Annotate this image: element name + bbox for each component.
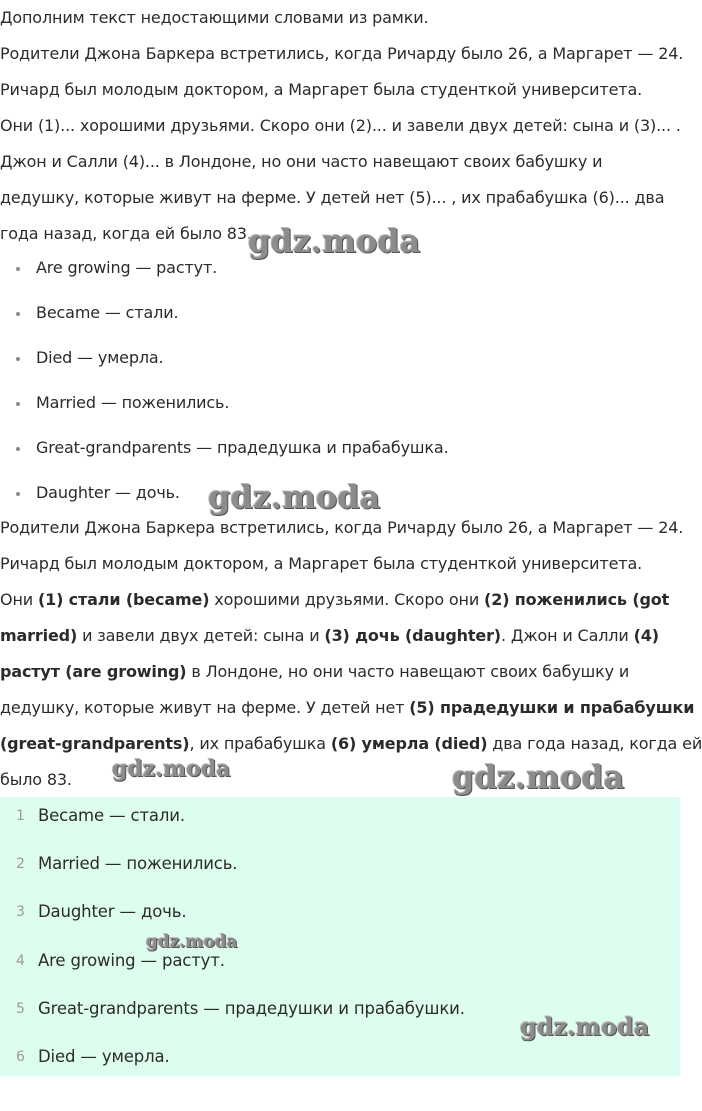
filled-text-line: растут (are growing) в Лондоне, но они часто навещают своих бабушку и: [0, 662, 630, 681]
filled-text-line: Ричард был молодым доктором, а Маргарет была студенткой университета.: [0, 554, 643, 573]
answer-number: 3: [16, 904, 25, 920]
answer-inline: (4): [633, 626, 659, 645]
bullet-icon: [16, 312, 20, 316]
answer-number: 5: [16, 1001, 25, 1017]
answer-inline: (5) прадедушки и прабабушки: [409, 698, 695, 717]
bullet-icon: [16, 267, 20, 271]
watermark: gdz.moda: [112, 756, 231, 782]
task-text-line: дедушку, которые живут на ферме. У детей нет (5)... , их прабабушка (6)... два: [0, 188, 665, 207]
answer-text: Great-grandparents — прадедушки и прабабушки.: [38, 999, 465, 1018]
answer-text: Became — стали.: [38, 806, 185, 825]
answer-number: 2: [16, 856, 25, 872]
answer-inline: (great-grandparents): [0, 734, 190, 753]
answer-inline: married): [0, 626, 78, 645]
filled-text-line: (great-grandparents), их прабабушка (6) умерла (died) два года назад, когда ей: [0, 734, 702, 753]
answer-number: 4: [16, 953, 25, 969]
bullet-icon: [16, 357, 20, 361]
answer-inline: (6) умерла (died): [330, 734, 488, 753]
answer-inline: (2) поженились (got: [484, 590, 670, 609]
answer-text: Are growing — растут.: [38, 951, 225, 970]
bullet-icon: [16, 402, 20, 406]
task-text-line: года назад, когда ей было 83.: [0, 224, 252, 243]
filled-text-line: дедушку, которые живут на ферме. У детей нет (5) прадедушки и прабабушки: [0, 698, 695, 717]
answer-inline: (1) стали (became): [37, 590, 210, 609]
task-text-line: Джон и Салли (4)... в Лондоне, но они часто навещают своих бабушку и: [0, 152, 603, 171]
watermark: gdz.moda: [208, 478, 381, 516]
answer-text: Died — умерла.: [38, 1047, 170, 1066]
task-instruction: Дополним текст недостающими словами из рамки.: [0, 8, 429, 27]
watermark: gdz.moda: [452, 758, 625, 796]
watermark: gdz.moda: [146, 932, 238, 952]
answer-inline: (3) дочь (daughter): [324, 626, 501, 645]
answer-text: Married — поженились.: [38, 854, 238, 873]
watermark: gdz.moda: [248, 222, 421, 260]
answer-text: Daughter — дочь.: [38, 902, 187, 921]
answer-number: 6: [16, 1049, 25, 1065]
filled-text-line: было 83.: [0, 770, 72, 789]
filled-text-line: Родители Джона Баркера встретились, когда Ричарду было 26, а Маргарет — 24.: [0, 518, 684, 537]
task-text-line: Родители Джона Баркера встретились, когда Ричарду было 26, а Маргарет — 24.: [0, 44, 684, 63]
bullet-icon: [16, 492, 20, 496]
answer-number: 1: [16, 808, 25, 824]
bullet-icon: [16, 447, 20, 451]
filled-text-line: married) и завели двух детей: сына и (3) дочь (daughter). Джон и Салли (4): [0, 626, 659, 645]
task-text-line: Ричард был молодым доктором, а Маргарет была студенткой университета.: [0, 80, 643, 99]
filled-text-line: Они (1) стали (became) хорошими друзьями. Скоро они (2) поженились (got: [0, 590, 670, 609]
task-text-line: Они (1)... хорошими друзьями. Скоро они (2)... и завели двух детей: сына и (3)... .: [0, 116, 681, 135]
answer-inline: растут (are growing): [0, 662, 187, 681]
watermark: gdz.moda: [520, 1012, 650, 1041]
